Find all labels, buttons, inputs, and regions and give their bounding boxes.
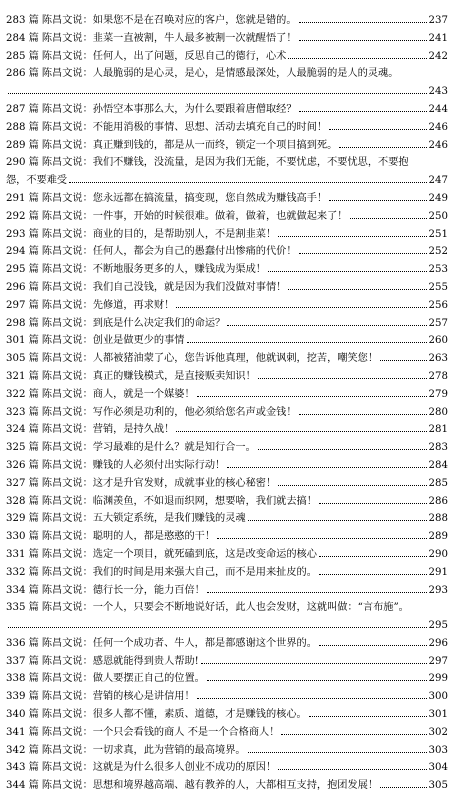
leader-dots (201, 663, 427, 664)
entry-number: 290 篇 (6, 157, 39, 169)
entry-number: 297 篇 (6, 299, 39, 311)
leader-dots (278, 769, 426, 770)
toc-entry[interactable] (6, 724, 448, 742)
page-number: 301 (428, 709, 448, 721)
page-number: 305 (428, 780, 448, 792)
leader-dots (299, 40, 427, 41)
page-number: 249 (428, 192, 448, 204)
entry-title: 陈昌文说：我们自己没钱，就是因为我们没做对事情！ (41, 281, 287, 293)
entry-title: 陈昌文说：一个人，只要会不断地说好话，此人也会发财，这就叫做：“言布施”。 (41, 602, 409, 614)
leader-dots (299, 253, 427, 254)
entry-number: 287 篇 (6, 103, 39, 115)
toc-entry[interactable] (6, 297, 448, 315)
leader-dots (197, 396, 427, 397)
page-number: 293 (428, 584, 448, 596)
entry-number: 340 篇 (6, 709, 39, 721)
entry-title: 陈昌文说：不断地服务更多的人，赚钱成为渠成！ (41, 264, 266, 276)
page-number: 291 (428, 566, 448, 578)
entry-number: 325 篇 (6, 442, 39, 454)
leader-dots (329, 129, 426, 130)
page-number: 297 (428, 655, 448, 667)
page-number: 255 (428, 281, 448, 293)
page-number: 243 (428, 86, 448, 98)
entry-number: 289 篇 (6, 139, 39, 151)
page-number: 253 (428, 264, 448, 276)
toc-entry[interactable] (6, 315, 448, 333)
toc-entry[interactable] (6, 688, 448, 706)
entry-number: 327 篇 (6, 477, 39, 489)
toc-entry[interactable] (6, 670, 448, 688)
leader-dots (187, 342, 427, 343)
entry-number: 334 篇 (6, 584, 39, 596)
page-number: 289 (428, 531, 448, 543)
toc-entry[interactable] (6, 546, 448, 564)
toc-entry[interactable] (6, 493, 448, 511)
leader-dots (319, 645, 427, 646)
entry-number: 323 篇 (6, 406, 39, 418)
entry-title: 陈昌文说：临渊羡鱼，不如退而织网，想要啥，我们就去搞！ (41, 495, 317, 507)
entry-title: 陈昌文说：这就是为什么很多人创业不成功的原因！ (41, 762, 277, 774)
page-number: 284 (428, 459, 448, 471)
leader-dots (380, 787, 426, 788)
page-number: 246 (428, 139, 448, 151)
page-number: 288 (428, 513, 448, 525)
entry-title: 陈昌文说：营销的核心是讲信用！ (41, 691, 195, 703)
entry-title: 陈昌文说：真正赚到钱的，都是从一而终，锁定一个项目搞到死。 (41, 139, 338, 151)
entry-title: 陈昌文说：一切求真，此为营销的最高境界。 (41, 744, 246, 756)
toc-entry[interactable] (6, 261, 448, 279)
toc-entry[interactable] (6, 350, 448, 368)
toc-entry[interactable] (6, 564, 448, 582)
toc-entry[interactable] (6, 48, 448, 66)
entry-number: 288 篇 (6, 121, 39, 133)
toc-entry[interactable] (6, 457, 448, 475)
leader-dots (197, 698, 427, 699)
page-number: 299 (428, 673, 448, 685)
leader-dots (248, 520, 427, 521)
leader-dots (380, 360, 426, 361)
leader-dots (176, 307, 426, 308)
entry-title: 陈昌文说：商人，就是一个媒婆！ (41, 388, 195, 400)
leader-dots (207, 680, 427, 681)
entry-number: 330 篇 (6, 531, 39, 543)
leader-dots (339, 147, 426, 148)
entry-title: 陈昌文说：孙悟空本事那么大，为什么要跟着唐僧取经？ (41, 103, 297, 115)
entry-number: 338 篇 (6, 673, 39, 685)
leader-dots (207, 592, 427, 593)
toc-entry[interactable] (6, 421, 448, 439)
entry-title: 陈昌文说：不能用消极的事情、思想、活动去填充自己的时间！ (41, 121, 328, 133)
entry-title: 陈昌文说：选定一个项目，就死磕到底，这是改变命运的核心 (41, 548, 317, 560)
page-number: 296 (428, 637, 448, 649)
entry-number: 294 篇 (6, 246, 39, 258)
page-number: 285 (428, 477, 448, 489)
entry-number: 286 篇 (6, 68, 39, 80)
entry-title: 陈昌文说：韭菜一直被割，牛人最多被割一次就醒悟了！ (41, 32, 297, 44)
leader-dots (8, 627, 427, 628)
entry-title: 陈昌文说：您永远都在搞流量，搞变现，您自然成为赚钱高手！ (41, 192, 328, 204)
entry-title: 陈昌文说：赚钱的人必须付出实际行动！ (41, 459, 226, 471)
entry-title: 陈昌文说：任何人，都会为自己的愚蠢付出惨痛的代价！ (41, 246, 297, 258)
entry-number: 295 篇 (6, 264, 39, 276)
toc-entry[interactable] (6, 12, 448, 30)
toc-entry[interactable] (6, 226, 448, 244)
page-number: 283 (428, 442, 448, 454)
entry-title: 陈昌文说：我们的时间是用来强大自己，而不是用来扯皮的。 (41, 566, 317, 578)
toc-entry[interactable] (6, 101, 448, 119)
entry-title: 陈昌文说：很多人都不懂，素质、道德，才是赚钱的核心。 (41, 709, 307, 721)
entry-number: 336 篇 (6, 637, 39, 649)
leader-dots (299, 414, 427, 415)
page-number: 278 (428, 370, 448, 382)
page-number: 286 (428, 495, 448, 507)
entry-title: 陈昌文说：如果您不是在召唤对应的客户，您就是错的。 (41, 15, 297, 26)
page-number: 279 (428, 388, 448, 400)
entry-number: 337 篇 (6, 655, 39, 667)
page-number: 241 (428, 32, 448, 44)
entry-number: 285 篇 (6, 50, 39, 62)
entry-number: 283 篇 (6, 15, 39, 26)
toc-entry[interactable] (6, 208, 448, 226)
toc-entry[interactable] (6, 759, 448, 777)
entry-title: 陈昌文说：五大锁定系统，是我们赚钱的灵魂 (41, 513, 246, 525)
page-number: 252 (428, 246, 448, 258)
page-number: 290 (428, 548, 448, 560)
toc-entry[interactable] (6, 742, 448, 760)
entry-number: 344 篇 (6, 780, 39, 792)
entry-number: 326 篇 (6, 459, 39, 471)
entry-title: 陈昌文说：聪明的人，都是憨憨的干！ (41, 531, 216, 543)
entry-number: 328 篇 (6, 495, 39, 507)
page-number: 244 (428, 103, 448, 115)
entry-title: 陈昌文说：思想和境界越高端、越有教养的人，大都相互支持，抱团发展！ (41, 780, 379, 792)
leader-dots (217, 538, 426, 539)
entry-number: 301 篇 (6, 335, 39, 347)
page-number: 256 (428, 299, 448, 311)
page-number: 251 (428, 228, 448, 240)
leader-dots (248, 752, 427, 753)
toc-entry[interactable] (6, 706, 448, 724)
page-number: 302 (428, 726, 448, 738)
entry-number: 291 篇 (6, 192, 39, 204)
page-number: 242 (428, 50, 448, 62)
leader-dots (288, 58, 426, 59)
entry-title: 陈昌文说：感恩就能得到贵人帮助! (41, 655, 199, 667)
page-number: 304 (428, 762, 448, 774)
entry-title: 陈昌文说：德行长一分，能力百倍！ (41, 584, 205, 596)
page-number: 280 (428, 406, 448, 418)
entry-number: 332 篇 (6, 566, 39, 578)
entry-number: 296 篇 (6, 281, 39, 293)
entry-number: 293 篇 (6, 228, 39, 240)
toc-entry[interactable] (6, 119, 448, 137)
toc-entry[interactable] (6, 386, 448, 404)
toc-entry[interactable] (6, 510, 448, 528)
leader-dots (319, 503, 427, 504)
leader-dots (319, 556, 427, 557)
toc-entry[interactable] (6, 599, 448, 635)
entry-title: 陈昌文说：一件事，开始的时候很难。做着，做着，也就做起来了！ (41, 210, 348, 222)
entry-number: 305 篇 (6, 353, 39, 365)
page-number: 281 (428, 424, 448, 436)
entry-title: 陈昌文说：人最脆弱的是心灵，是心，是情感最深处，人最脆弱的是人的灵魂。 (41, 68, 399, 80)
toc-entry[interactable] (6, 653, 448, 671)
leader-dots (8, 93, 427, 94)
toc-entry[interactable] (6, 528, 448, 546)
toc-entry[interactable] (6, 30, 448, 48)
toc-entry[interactable] (6, 243, 448, 261)
entry-title: 陈昌文说：到底是什么决定我们的命运？ (41, 317, 226, 329)
leader-dots (227, 467, 426, 468)
toc-entry[interactable] (6, 137, 448, 155)
page-number: 300 (428, 691, 448, 703)
entry-number: 343 篇 (6, 762, 39, 774)
toc-entry[interactable] (6, 439, 448, 457)
page-number: 295 (428, 620, 448, 632)
leader-dots (299, 22, 427, 23)
page-number: 257 (428, 317, 448, 329)
entry-title-continued: 怨，不要难受 (6, 175, 68, 187)
entry-number: 324 篇 (6, 424, 39, 436)
entry-number: 342 篇 (6, 744, 39, 756)
entry-number: 284 篇 (6, 32, 39, 44)
entry-title: 陈昌文说：任何人，出了问题，反思自己的德行，心术 (41, 50, 287, 62)
leader-dots (319, 574, 427, 575)
leader-dots (258, 378, 427, 379)
toc-entry[interactable] (6, 368, 448, 386)
page-number: 247 (428, 175, 448, 187)
page-number: 303 (428, 744, 448, 756)
toc-entry[interactable] (6, 475, 448, 493)
page-number: 250 (428, 210, 448, 222)
toc-entry[interactable] (6, 404, 448, 422)
entry-title: 陈昌文说：做人要摆正自己的位置。 (41, 673, 205, 685)
leader-dots (176, 431, 426, 432)
page-number: 237 (428, 15, 448, 26)
entry-title: 陈昌文说：商业的目的，是帮助别人，不是割韭菜！ (41, 228, 277, 240)
entry-number: 339 篇 (6, 691, 39, 703)
entry-title: 陈昌文说：创业是做更少的事情 (41, 335, 185, 347)
leader-dots (288, 289, 426, 290)
entry-number: 335 篇 (6, 602, 39, 614)
entry-title: 陈昌文说：我们不赚钱，没流量，是因为我们无能，不要忧虑，不要忧思，不要抱 (41, 157, 409, 169)
leader-dots (258, 449, 427, 450)
toc-entry[interactable] (6, 582, 448, 600)
toc-entry[interactable] (6, 154, 448, 190)
entry-number: 331 篇 (6, 548, 39, 560)
leader-dots (278, 485, 426, 486)
toc-entry[interactable] (6, 635, 448, 653)
leader-dots (329, 200, 426, 201)
toc-entry[interactable] (6, 777, 448, 795)
leader-dots (309, 716, 427, 717)
entry-title: 陈昌文说：写作必须是功利的，他必须给您名声或金钱！ (41, 406, 297, 418)
entry-title: 陈昌文说：人都被猪油蒙了心，您告诉他真理，他就讽刺，挖苦，嘲笑您！ (41, 353, 379, 365)
leader-dots (268, 271, 427, 272)
entry-title: 陈昌文说：先修道，再求财！ (41, 299, 175, 311)
entry-title: 陈昌文说：这才是升官发财，成就事业的核心秘密！ (41, 477, 277, 489)
toc-entry[interactable] (6, 190, 448, 208)
entry-number: 298 篇 (6, 317, 39, 329)
entry-title: 陈昌文说：真正的赚钱模式，是直接贩卖知识！ (41, 370, 256, 382)
toc-entry[interactable] (6, 279, 448, 297)
entry-number: 341 篇 (6, 726, 39, 738)
leader-dots (278, 236, 426, 237)
leader-dots (299, 111, 427, 112)
entry-number: 292 篇 (6, 210, 39, 222)
entry-title: 陈昌文说：任何一个成功者、牛人，都是都感谢这个世界的。 (41, 637, 317, 649)
page-number: 246 (428, 121, 448, 133)
toc-entry[interactable] (6, 332, 448, 350)
toc-entry[interactable] (6, 65, 448, 101)
leader-dots (227, 325, 426, 326)
page-number: 263 (428, 353, 448, 365)
page-number: 260 (428, 335, 448, 347)
entry-title: 陈昌文说：营销，是持久战！ (41, 424, 175, 436)
entry-title: 陈昌文说：一个只会看钱的商人 不是一个合格商人！ (41, 726, 280, 738)
entry-number: 329 篇 (6, 513, 39, 525)
entry-number: 321 篇 (6, 370, 39, 382)
leader-dots (69, 182, 426, 183)
entry-number: 322 篇 (6, 388, 39, 400)
entry-title: 陈昌文说：学习最难的是什么？就是知行合一。 (41, 442, 256, 454)
leader-dots (350, 218, 427, 219)
leader-dots (281, 734, 426, 735)
